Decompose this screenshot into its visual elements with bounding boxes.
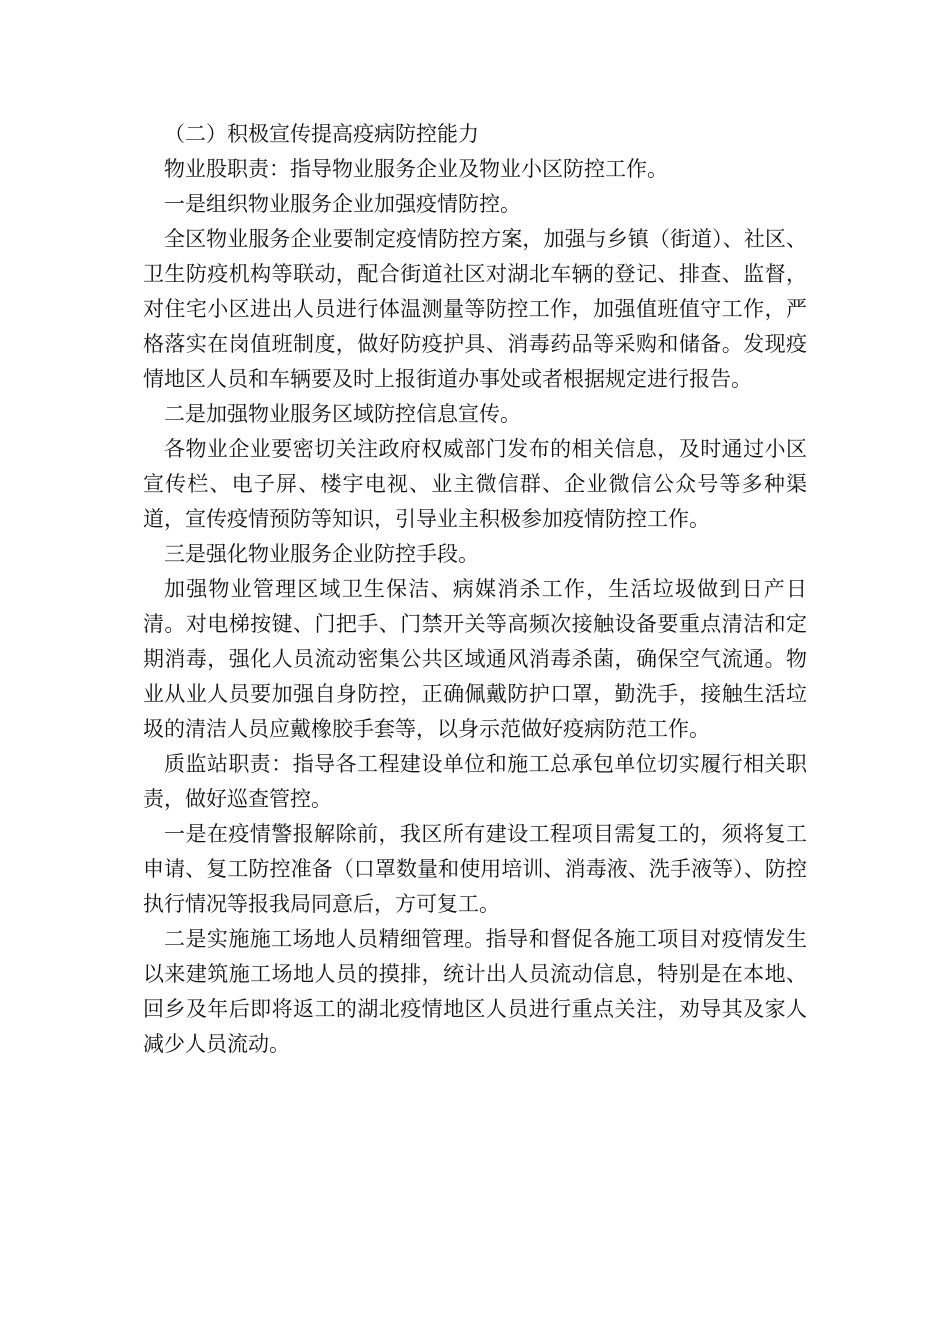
paragraph-point-two: 二是加强物业服务区域防控信息宣传。 — [164, 402, 521, 426]
paragraph-point-three: 三是强化物业服务企业防控手段。 — [164, 542, 479, 566]
paragraph-property-duty: 物业股职责：指导物业服务企业及物业小区防控工作。 — [164, 157, 668, 181]
document-body — [143, 117, 807, 1062]
paragraph-body: 加强物业管理区域卫生保洁、病媒消杀工作，生活垃圾做到日产日清。对电梯按键、门把手、门禁开关等高频次接触设备要重点清洁和定期消毒，强化人员流动密集公共区域通风消毒杀菌，确保空气流通。物业从业人员要加强自身防控，正确佩戴防护口罩，勤洗手，接触生活垃圾的清洁人员应戴橡胶手套等，以身示范做好疫病防范工作。 — [143, 577, 807, 741]
paragraph-point-two: 二是实施施工场地人员精细管理。指导和督促各施工项目对疫情发生以来建筑施工场地人员的摸排，统计出人员流动信息，特别是在本地、回乡及年后即将返工的湖北疫情地区人员进行重点关注，劝导其及家人减少人员流动。 — [143, 927, 807, 1056]
paragraph-body: 各物业企业要密切关注政府权威部门发布的相关信息，及时通过小区宣传栏、电子屏、楼宇电视、业主微信群、企业微信公众号等多种渠道，宣传疫情预防等知识，引导业主积极参加疫情防控工作。 — [143, 437, 807, 531]
paragraph-point-one: 一是组织物业服务企业加强疫情防控。 — [164, 192, 521, 216]
paragraph-point-one: 一是在疫情警报解除前，我区所有建设工程项目需复工的，须将复工申请、复工防控准备（口罩数量和使用培训、消毒液、洗手液等）、防控执行情况等报我局同意后，方可复工。 — [143, 822, 807, 916]
section-heading: （二）积极宣传提高疫病防控能力 — [164, 122, 479, 146]
paragraph-quality-duty: 质监站职责：指导各工程建设单位和施工总承包单位切实履行相关职责，做好巡查管控。 — [143, 752, 807, 811]
paragraph-body: 全区物业服务企业要制定疫情防控方案，加强与乡镇（街道）、社区、卫生防疫机构等联动，配合街道社区对湖北车辆的登记、排查、监督，对住宅小区进出人员进行体温测量等防控工作，加强值班值守工作，严格落实在岗值班制度，做好防疫护具、消毒药品等采购和储备。发现疫情地区人员和车辆要及时上报街道办事处或者根据规定进行报告。 — [143, 227, 807, 391]
